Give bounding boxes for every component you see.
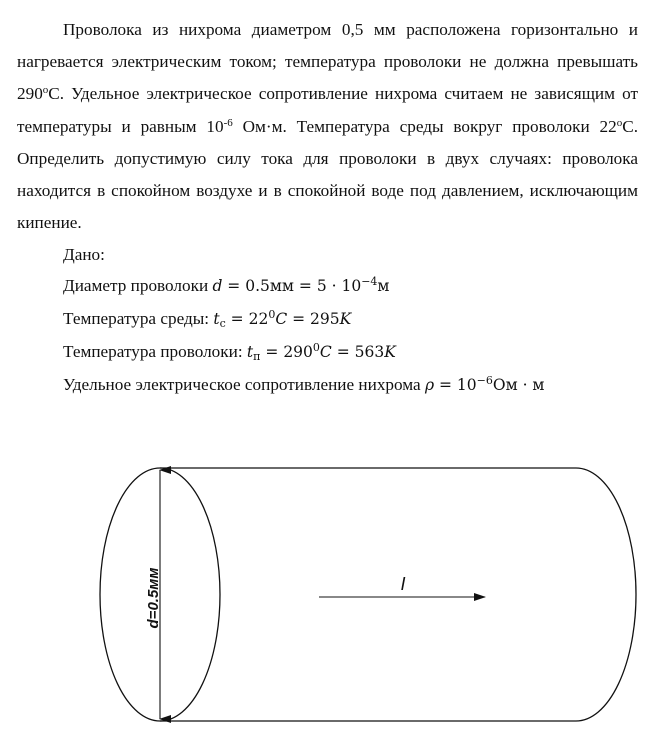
diameter-dimension-label: d=0.5мм [145, 567, 162, 629]
degree-mark-1: о [42, 84, 49, 97]
given-wire-temp [63, 336, 396, 368]
current-label: I [400, 574, 406, 594]
diameter-label: Диаметр проволоки [63, 276, 213, 295]
wire-cylinder-figure [0, 455, 664, 744]
problem-text-3: Ом·м. Температура среды вокруг проволоки 22 [232, 116, 617, 136]
exponent-mark: -6 [223, 116, 233, 129]
degree-mark-2: о [616, 116, 623, 129]
given-env-temp [63, 303, 351, 335]
given-diameter [63, 270, 389, 302]
problem-text-4: С. Определить допустимую силу тока для проволоки в двух случаях: проволока находится в спокойном воздухе и в спокойной воде под давлением, исключающим кипение. [17, 116, 638, 233]
given-heading: Дано: [63, 245, 105, 264]
problem-text-1: Проволока из нихрома диаметром 0,5 мм расположена горизонтально и нагревается электрическим током; температура проволоки не должна превышать 290 [17, 20, 638, 104]
resistivity-formula: $\rho = 10^{-6}Ом \cdot м$ [424, 374, 545, 394]
given-resistivity [63, 369, 545, 401]
env-temp-formula: $t_с = 22^0C = 295K$ [213, 308, 352, 330]
env-temp-label: Температура среды: [63, 309, 214, 328]
resistivity-label: Удельное электрическое сопротивление нихрома [63, 375, 425, 394]
wire-temp-formula: $t_п = 290^0C = 563K$ [246, 341, 396, 363]
problem-text-2: С. Удельное электрическое сопротивление нихрома считаем не зависящим от температуры и равным 10 [17, 84, 638, 136]
cylinder-back-edge [576, 468, 636, 721]
wire-temp-label: Температура проволоки: [63, 342, 247, 361]
problem-statement [17, 14, 638, 239]
diameter-formula: $d = 0.5мм = 5 \cdot 10^{-4}м$ [212, 275, 390, 295]
